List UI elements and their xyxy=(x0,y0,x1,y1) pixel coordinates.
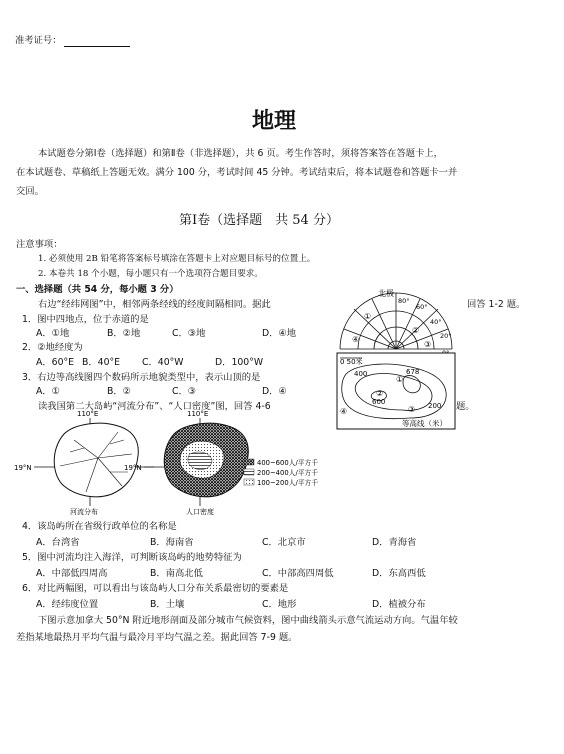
globe-point-3: ③ xyxy=(424,340,432,349)
globe-point-4: ④ xyxy=(352,335,360,344)
contour-height-400: 400 xyxy=(354,370,368,378)
island-lead-left: 读我国第二大岛屿“河流分布”、“人口密度”图，回答 4-6 xyxy=(38,401,271,412)
q1-stem: 1．图中四地点，位于赤道的是 xyxy=(22,314,149,325)
globe-point-2: ② xyxy=(412,326,420,335)
q4-option-c[interactable]: C．北京市 xyxy=(262,537,306,548)
graticule-figure xyxy=(336,287,456,359)
left-lat-label: 19°N xyxy=(14,464,32,472)
contour-height-678: 678 xyxy=(406,368,420,376)
q5-stem: 5．图中河流均注入海洋，可判断该岛屿的地势特征为 xyxy=(22,552,242,563)
q1-option-d[interactable]: D．④地 xyxy=(262,328,297,339)
q4-stem: 4．该岛屿所在省级行政单位的名称是 xyxy=(22,521,177,532)
q2-stem: 2．②地经度为 xyxy=(22,342,83,353)
right-lon-label: 110°E xyxy=(187,410,209,418)
lat-label-80: 80° xyxy=(398,297,410,305)
contour-legend: 等高线（米） xyxy=(402,419,447,428)
north-pole-label: 北极 xyxy=(378,289,394,298)
final-para-line-2: 差指某地最热月平均气温与最冷月平均气温之差。据此回答 7-9 题。 xyxy=(16,632,298,643)
part1-heading: 一、选择题（共 54 分，每小题 3 分） xyxy=(16,284,179,295)
q2-option-c[interactable]: C．40°W xyxy=(142,357,184,368)
q2-option-d[interactable]: D．100°W xyxy=(215,357,264,368)
q5-option-b[interactable]: B．南高北低 xyxy=(150,568,203,579)
lat-label-40: 40° xyxy=(430,318,442,326)
left-lon-label: 110°E xyxy=(77,410,99,418)
q3-option-b[interactable]: B．② xyxy=(107,386,132,397)
exam-id-label: 准考证号： xyxy=(15,35,62,46)
legend-swatch-low xyxy=(244,479,254,485)
q2-option-b[interactable]: B．40°E xyxy=(82,357,121,368)
contour-figure xyxy=(336,352,456,430)
q5-option-c[interactable]: C．中部高四周低 xyxy=(262,568,334,579)
exam-id-row xyxy=(15,34,130,47)
q3-option-c[interactable]: C．③ xyxy=(172,386,197,397)
part1-lead-right: 回答 1-2 题。 xyxy=(467,299,526,310)
right-lat-label: 19°N xyxy=(124,464,142,472)
contour-height-600: 600 xyxy=(372,398,386,406)
contour-point-4: ④ xyxy=(340,407,348,416)
q6-stem: 6．对比两幅图，可以看出与该岛屿人口分布关系最密切的要素是 xyxy=(22,583,289,594)
q6-option-c[interactable]: C．地形 xyxy=(262,599,297,610)
right-caption: 人口密度 xyxy=(186,508,214,516)
island-maps-figure xyxy=(14,410,344,518)
notes-heading: 注意事项： xyxy=(16,239,63,250)
section-title: 第Ⅰ卷（选择题 共 54 分） xyxy=(179,213,339,228)
legend-swatch-mid xyxy=(244,469,254,475)
q5-option-a[interactable]: A．中部低四周高 xyxy=(36,568,108,579)
contour-point-2: ② xyxy=(376,389,384,398)
q4-option-d[interactable]: D．青海省 xyxy=(372,537,417,548)
part1-lead-left: 右边“经纬网图”中，相邻两条经线的经度间隔相同。据此 xyxy=(38,299,271,310)
page-title: 地理 xyxy=(252,108,297,134)
q5-option-d[interactable]: D．东高西低 xyxy=(372,568,426,579)
lat-label-20: 20° xyxy=(440,332,452,340)
legend-high: 400~600人/平方千 xyxy=(257,459,319,467)
q3-stem: 3．右边等高线图四个数码所示地貌类型中，表示山顶的是 xyxy=(22,372,261,383)
q2-option-a[interactable]: A．60°E xyxy=(36,357,75,368)
contour-scale: 0 50米 xyxy=(340,358,363,366)
note-item-2: 2. 本卷共 18 个小题，每小题只有一个选项符合题目要求。 xyxy=(38,269,263,279)
legend-mid: 200~400人/平方千 xyxy=(257,469,319,477)
intro-line-2: 在本试题卷、草稿纸上答题无效。满分 100 分，考试时间 45 分钟。考试结束后，将本试题卷和答题卡一并 xyxy=(16,167,458,178)
q6-option-d[interactable]: D．植被分布 xyxy=(372,599,426,610)
legend-low: 100~200人/平方千 xyxy=(257,479,319,487)
q1-option-b[interactable]: B．②地 xyxy=(107,328,141,339)
q4-option-a[interactable]: A．台湾省 xyxy=(36,537,80,548)
q6-option-a[interactable]: A．经纬度位置 xyxy=(36,599,99,610)
globe-point-1: ① xyxy=(364,312,372,321)
q1-option-c[interactable]: C．③地 xyxy=(172,328,206,339)
final-para-line-1: 下图示意加拿大 50°N 附近地形剖面及部分城市气候资料，图中曲线箭头示意气流运动方向。气温年较 xyxy=(38,615,458,626)
q3-option-d[interactable]: D．④ xyxy=(262,386,287,397)
legend-swatch-high xyxy=(244,459,254,465)
q6-option-b[interactable]: B．土壤 xyxy=(150,599,185,610)
note-item-1: 1. 必须使用 2B 铅笔将答案标号填涂在答题卡上对应题目标号的位置上。 xyxy=(38,254,316,264)
intro-line-3: 交回。 xyxy=(16,186,44,197)
exam-id-field[interactable] xyxy=(64,36,130,47)
contour-height-200: 200 xyxy=(428,402,442,410)
lat-label-60: 60° xyxy=(416,303,428,311)
intro-line-1: 本试题卷分第Ⅰ卷（选择题）和第Ⅱ卷（非选择题），共 6 页。考生作答时，须将答案答在答题卡上， xyxy=(38,148,443,159)
q4-option-b[interactable]: B．海南省 xyxy=(150,537,194,548)
left-caption: 河流分布 xyxy=(70,508,98,516)
contour-point-1: ① xyxy=(396,375,404,384)
contour-point-3: ③ xyxy=(408,405,416,414)
q3-option-a[interactable]: A．① xyxy=(36,386,60,397)
q1-option-a[interactable]: A．①地 xyxy=(36,328,70,339)
island-lead-right: 题。 xyxy=(456,401,475,412)
